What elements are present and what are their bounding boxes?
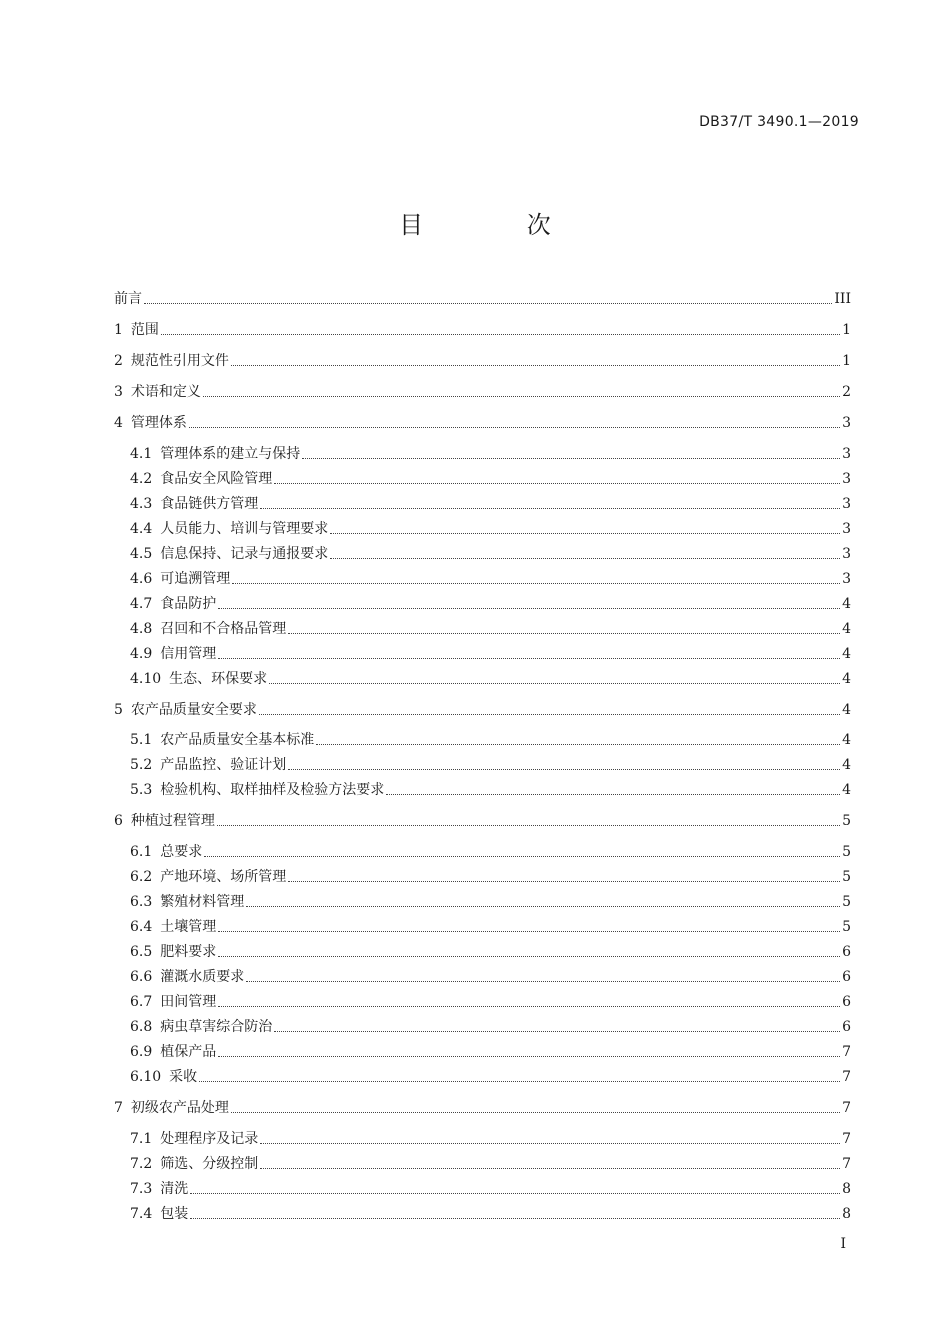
toc-leader-dots (274, 482, 840, 484)
toc-entry-label: 产品监控、验证计划 (160, 757, 287, 773)
toc-entry-number: 6.9 (130, 1044, 153, 1060)
toc-leader-dots (231, 1111, 840, 1113)
toc-entry-page: 2 (842, 384, 851, 400)
toc-leader-dots (189, 426, 840, 428)
toc-entry-label: 前言 (114, 291, 142, 307)
toc-entry-page: 4 (842, 782, 851, 798)
toc-entry-label: 清洗 (160, 1181, 189, 1197)
toc-entry-label: 繁殖材料管理 (160, 894, 245, 910)
toc-entry[interactable] (114, 379, 851, 401)
toc-entry[interactable] (130, 964, 851, 986)
toc-entry-number: 6.4 (130, 919, 153, 935)
toc-entry-page: III (834, 291, 851, 307)
toc-leader-dots (260, 1142, 840, 1144)
toc-leader-dots (288, 768, 840, 770)
toc-entry-label: 产地环境、场所管理 (160, 869, 287, 885)
toc-entry-number: 4.6 (130, 571, 153, 587)
toc-entry-label: 食品安全风险管理 (160, 471, 273, 487)
toc-leader-dots (269, 682, 840, 684)
toc-entry-number: 4.9 (130, 646, 153, 662)
toc-entry[interactable] (114, 1095, 851, 1117)
toc-entry-page: 7 (842, 1069, 851, 1085)
toc-leader-dots (260, 507, 840, 509)
toc-entry-label: 土壤管理 (160, 919, 217, 935)
toc-entry-page: 7 (842, 1131, 851, 1147)
toc-entry-number: 4 (114, 415, 123, 431)
toc-entry-page: 3 (842, 446, 851, 462)
toc-entry[interactable] (130, 1201, 851, 1223)
toc-entry-number: 4.4 (130, 521, 153, 537)
toc-entry-label: 田间管理 (160, 994, 217, 1010)
toc-leader-dots (246, 980, 840, 982)
toc-entry-page: 5 (842, 894, 851, 910)
toc-entry[interactable] (130, 566, 851, 588)
toc-entry-number: 6.5 (130, 944, 153, 960)
toc-entry-number: 5.3 (130, 782, 153, 798)
toc-leader-dots (260, 1167, 840, 1169)
toc-entry-number: 4.10 (130, 671, 162, 687)
toc-entry-page: 5 (842, 869, 851, 885)
toc-leader-dots (316, 743, 840, 745)
toc-entry[interactable] (130, 989, 851, 1011)
toc-entry-page: 5 (842, 813, 851, 829)
toc-entry-number: 4.8 (130, 621, 153, 637)
toc-entry[interactable] (130, 839, 851, 861)
toc-entry-label: 种植过程管理 (130, 813, 215, 829)
toc-entry[interactable] (114, 808, 851, 830)
toc-entry-number: 6.2 (130, 869, 153, 885)
toc-entry-page: 5 (842, 919, 851, 935)
toc-entry-page: 3 (842, 496, 851, 512)
toc-entry[interactable] (130, 616, 851, 638)
toc-entry[interactable] (130, 1039, 851, 1061)
toc-entry[interactable] (130, 441, 851, 463)
toc-entry-label: 范围 (130, 322, 159, 338)
toc-entry[interactable] (130, 466, 851, 488)
toc-entry[interactable] (130, 1064, 851, 1086)
toc-leader-dots (218, 607, 840, 609)
toc-entry-label: 可追溯管理 (160, 571, 231, 587)
toc-entry-label: 管理体系的建立与保持 (160, 446, 301, 462)
toc-entry-number: 6.8 (130, 1019, 153, 1035)
toc-leader-dots (232, 582, 840, 584)
toc-entry-number: 4.5 (130, 546, 153, 562)
toc-entry-page: 8 (842, 1206, 851, 1222)
toc-leader-dots (218, 1005, 840, 1007)
toc-entry[interactable] (130, 541, 851, 563)
toc-entry[interactable] (130, 752, 851, 774)
toc-entry[interactable] (130, 777, 851, 799)
toc-leader-dots (330, 557, 840, 559)
toc-leader-dots (302, 457, 840, 459)
toc-entry-page: 6 (842, 944, 851, 960)
toc-entry-number: 7.1 (130, 1131, 153, 1147)
toc-entry-label: 总要求 (160, 844, 203, 860)
toc-entry-label: 包装 (160, 1206, 189, 1222)
page-title: 目 次 (399, 211, 599, 239)
toc-entry-number: 7.4 (130, 1206, 153, 1222)
toc-leader-dots (288, 632, 840, 634)
toc-entry-label: 肥料要求 (160, 944, 217, 960)
toc-entry-label: 初级农产品处理 (130, 1100, 229, 1116)
toc-entry-label: 筛选、分级控制 (160, 1156, 259, 1172)
page-number: I (840, 1236, 846, 1252)
toc-entry-label: 信用管理 (160, 646, 217, 662)
toc-entry-page: 4 (842, 732, 851, 748)
toc-entry-page: 3 (842, 546, 851, 562)
toc-leader-dots (190, 1192, 840, 1194)
toc-entry-page: 3 (842, 471, 851, 487)
toc-entry-page: 4 (842, 646, 851, 662)
toc-entry-page: 7 (842, 1100, 851, 1116)
toc-leader-dots (330, 532, 840, 534)
toc-entry-number: 6.3 (130, 894, 153, 910)
toc-entry[interactable] (130, 1151, 851, 1173)
toc-entry[interactable] (130, 1014, 851, 1036)
toc-entry[interactable] (130, 889, 851, 911)
toc-entry[interactable] (114, 697, 851, 719)
toc-entry[interactable] (114, 286, 851, 308)
toc-entry-number: 5.2 (130, 757, 153, 773)
toc-leader-dots (144, 302, 832, 304)
toc-entry[interactable] (130, 864, 851, 886)
toc-entry[interactable] (130, 1126, 851, 1148)
toc-entry-number: 6.10 (130, 1069, 162, 1085)
toc-entry-label: 管理体系 (130, 415, 187, 431)
toc-leader-dots (246, 905, 840, 907)
toc-entry-page: 6 (842, 969, 851, 985)
toc-entry-number: 6 (114, 813, 123, 829)
toc-entry-number: 4.7 (130, 596, 153, 612)
toc-entry-label: 植保产品 (160, 1044, 217, 1060)
toc-entry-page: 4 (842, 757, 851, 773)
standard-code: DB37/T 3490.1—2019 (699, 114, 859, 130)
toc-entry-number: 4.2 (130, 471, 153, 487)
toc-entry[interactable] (114, 410, 851, 432)
toc-entry-number: 2 (114, 353, 123, 369)
toc-entry-label: 检验机构、取样抽样及检验方法要求 (160, 782, 385, 798)
toc-entry-number: 4.3 (130, 496, 153, 512)
toc-entry[interactable] (130, 1176, 851, 1198)
toc-entry[interactable] (130, 939, 851, 961)
toc-entry-number: 7.2 (130, 1156, 153, 1172)
toc-entry-page: 7 (842, 1156, 851, 1172)
toc-entry[interactable] (130, 666, 851, 688)
toc-entry-label: 农产品质量安全要求 (130, 702, 257, 718)
toc-entry-number: 6.7 (130, 994, 153, 1010)
toc-entry-label: 病虫草害综合防治 (160, 1019, 273, 1035)
toc-entry[interactable] (130, 591, 851, 613)
toc-leader-dots (218, 1055, 840, 1057)
toc-entry-label: 术语和定义 (130, 384, 201, 400)
toc-entry-number: 3 (114, 384, 123, 400)
toc-leader-dots (218, 955, 840, 957)
toc-entry-label: 规范性引用文件 (130, 353, 229, 369)
toc-leader-dots (218, 657, 840, 659)
toc-entry[interactable] (130, 516, 851, 538)
toc-entry[interactable] (130, 914, 851, 936)
toc-entry-number: 5.1 (130, 732, 153, 748)
toc-entry-label: 食品防护 (160, 596, 217, 612)
toc-entry-page: 3 (842, 571, 851, 587)
toc-entry-number: 7 (114, 1100, 123, 1116)
toc-leader-dots (231, 364, 840, 366)
toc-leader-dots (288, 880, 840, 882)
toc-entry-number: 5 (114, 702, 123, 718)
toc-leader-dots (218, 930, 840, 932)
toc-entry-label: 生态、环保要求 (169, 671, 268, 687)
toc-entry-number: 7.3 (130, 1181, 153, 1197)
toc-entry-label: 信息保持、记录与通报要求 (160, 546, 329, 562)
toc-entry-number: 6.6 (130, 969, 153, 985)
toc-leader-dots (204, 855, 840, 857)
toc-entry-page: 7 (842, 1044, 851, 1060)
toc-entry-page: 5 (842, 844, 851, 860)
toc-entry-page: 3 (842, 521, 851, 537)
toc-entry-page: 4 (842, 621, 851, 637)
toc-entry-page: 1 (842, 322, 851, 338)
toc-leader-dots (386, 793, 840, 795)
toc-entry-number: 1 (114, 322, 123, 338)
toc-entry[interactable] (130, 641, 851, 663)
toc-entry-page: 6 (842, 994, 851, 1010)
toc-entry[interactable] (114, 317, 851, 339)
toc-leader-dots (217, 824, 840, 826)
toc-leader-dots (190, 1217, 840, 1219)
toc-entry-page: 3 (842, 415, 851, 431)
toc-entry[interactable] (130, 727, 851, 749)
toc-entry-page: 4 (842, 596, 851, 612)
toc-entry-label: 农产品质量安全基本标准 (160, 732, 315, 748)
toc-entry-page: 1 (842, 353, 851, 369)
toc-entry-number: 6.1 (130, 844, 153, 860)
toc-entry-page: 6 (842, 1019, 851, 1035)
toc-entry[interactable] (114, 348, 851, 370)
toc-leader-dots (274, 1030, 840, 1032)
toc-entry-label: 处理程序及记录 (160, 1131, 259, 1147)
toc-entry-page: 4 (842, 671, 851, 687)
toc-entry-label: 食品链供方管理 (160, 496, 259, 512)
toc-entry-number: 4.1 (130, 446, 153, 462)
toc-entry-label: 人员能力、培训与管理要求 (160, 521, 329, 537)
toc-leader-dots (259, 713, 840, 715)
toc-leader-dots (161, 333, 840, 335)
toc-leader-dots (199, 1080, 840, 1082)
toc-entry-page: 4 (842, 702, 851, 718)
toc-leader-dots (203, 395, 840, 397)
toc-entry-label: 灌溉水质要求 (160, 969, 245, 985)
toc-entry-page: 8 (842, 1181, 851, 1197)
toc-entry-label: 召回和不合格品管理 (160, 621, 287, 637)
toc-entry[interactable] (130, 491, 851, 513)
toc-entry-label: 采收 (169, 1069, 198, 1085)
